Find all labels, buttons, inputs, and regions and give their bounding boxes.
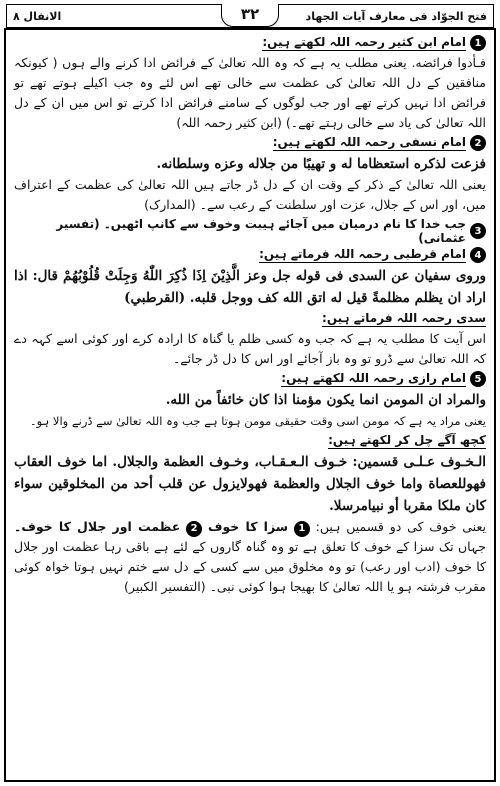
section-4-subheading bbox=[14, 311, 486, 327]
two-types-intro: یعنی خوف کی دو قسمیں ہیں: bbox=[315, 519, 486, 534]
surah-reference: الانفال ۸ bbox=[13, 9, 62, 23]
heading-text: امام قرطبی رحمہ اللہ فرماتے ہیں: bbox=[259, 247, 466, 261]
number-badge: 1 bbox=[294, 521, 310, 537]
two-types-explanation: جہاں تک سزا کے خوف کا تعلق ہے تو وہ گناہ گاروں کے لئے ہے باقی رہا عظمت اور جلال کا خوف (ادب اور رعب) تو وہ مخلوق میں سے کسی کے دل سے ختم نہیں ہوتا خواہ کوئی مقرب فرشتہ ہو یا اللہ تعالیٰ کا بھیجا ہوا کوئی نبی۔ (التفسیر الکبیر) bbox=[14, 539, 486, 594]
section-3-text: جب خدا کا نام درمیان میں آجائے ہیبت وخوف سے کانپ اٹھیں۔ (تفسیر عثمانی) bbox=[56, 217, 466, 245]
number-badge: 2 bbox=[470, 135, 486, 151]
number-badge: 4 bbox=[470, 247, 486, 263]
heading-text: امام نسفی رحمہ اللہ لکھتے ہیں: bbox=[272, 135, 466, 149]
heading-text: امام ابن کثیر رحمہ اللہ لکھتے ہیں: bbox=[262, 35, 466, 49]
book-title: فتح الجوّاد فی معارف آیات الجهاد bbox=[305, 9, 487, 23]
section-2-text: یعنی اللہ تعالیٰ کے ذکر کے وقت ان کے دل ڈر جاتے ہیں اللہ تعالیٰ کی عظمت کے اعتراف میں، اور اس کے جلال، عزت اور سلطنت کے رعب سے۔ (المدارک) bbox=[14, 177, 486, 212]
section-2-arabic: فزعت لذكره استعظاما له و تهيبًا من جلاله وعزه وسلطانه. bbox=[156, 156, 486, 172]
section-5-heading bbox=[14, 371, 486, 387]
section-4-text: اس آیت کا مطلب یہ ہے کہ جب وہ کسی ظلم یا گناہ کا ارادہ کرے اور کوئی اسے کہہ دے کہ اللہ تعالیٰ سے ڈرو تو وہ باز آجائے اور اس کا دل ڈر جائے۔ bbox=[14, 331, 486, 366]
subheading-text: سدی رحمہ اللہ فرماتے ہیں: bbox=[322, 311, 486, 325]
page-number: ۳۲ bbox=[221, 4, 279, 27]
subheading-text: کچھ آگے چل کر لکھتے ہیں: bbox=[328, 433, 486, 447]
section-2-heading bbox=[14, 135, 486, 151]
section-5-text-1: یعنی مراد یہ ہے کہ مومن اسی وقت حقیقی مومن ہوتا ہے جب وہ اللہ تعالیٰ سے ڈرنے والا ہو۔ bbox=[29, 414, 486, 428]
number-badge: 1 bbox=[470, 35, 486, 51]
content-frame bbox=[4, 28, 496, 782]
page-header bbox=[6, 4, 494, 28]
section-5-arabic-2: الـخـوف عـلـى قسمين: خـوف الـعـقـاب، وخـوف العظمة والجلال. اما خوف العقاب فهوللعصاة واما خوف الجلال والعظمة فهولايزول عن قلب أحد من المخلوقين سواء كان ملكا مقربا أو نبيامرسلا. bbox=[14, 454, 486, 514]
number-badge: 2 bbox=[186, 521, 202, 537]
section-4-heading bbox=[14, 247, 486, 263]
section-5-subheading bbox=[14, 433, 486, 449]
section-3-line bbox=[14, 217, 486, 245]
section-1-heading bbox=[14, 35, 486, 51]
type-2-label: عظمت اور جلال کا خوف۔ bbox=[14, 519, 181, 534]
section-4-arabic: وروى سفيان عن السدى فى قوله جل وعز الَّذِيْنَ اِذَا ذُكِرَ اللّٰهُ وَجِلَتْ قُلُوْبُهُمْ قال: اذا اراد ان يظلم مظلمةً قيل له اتق الله كف ووجل قلبه. (القرطبي) bbox=[14, 268, 486, 306]
section-5-arabic-1: والمراد ان المومن انما يكون مؤمنا اذا كان خائفاً من الله. bbox=[165, 392, 486, 408]
number-badge: 5 bbox=[470, 371, 486, 387]
number-badge: 3 bbox=[470, 223, 486, 239]
section-5-text-2 bbox=[14, 517, 486, 597]
heading-text: امام رازی رحمہ اللہ لکھتے ہیں: bbox=[281, 371, 466, 385]
section-1-text: فـأدوا فرائضه. یعنی مطلب یہ ہے کہ وہ اللہ تعالیٰ کے فرائض ادا کرنے والے ہوں ( کیونکہ منافقین کے دل اللہ تعالیٰ کی عظمت سے خالی تھے اس لئے وہ جب اکیلے ہوتے تھے تو فرائض ادا نہیں کرتے تھے اور جب لوگوں کے سامنے فرائض ادا کرتے تو اس میں ان کے دل اللہ تعالیٰ کی یاد سے خالی رہتے تھے۔) (ابن کثیر رحمہ اللہ) bbox=[14, 55, 486, 130]
type-1-label: سزا کا خوف bbox=[207, 519, 289, 534]
